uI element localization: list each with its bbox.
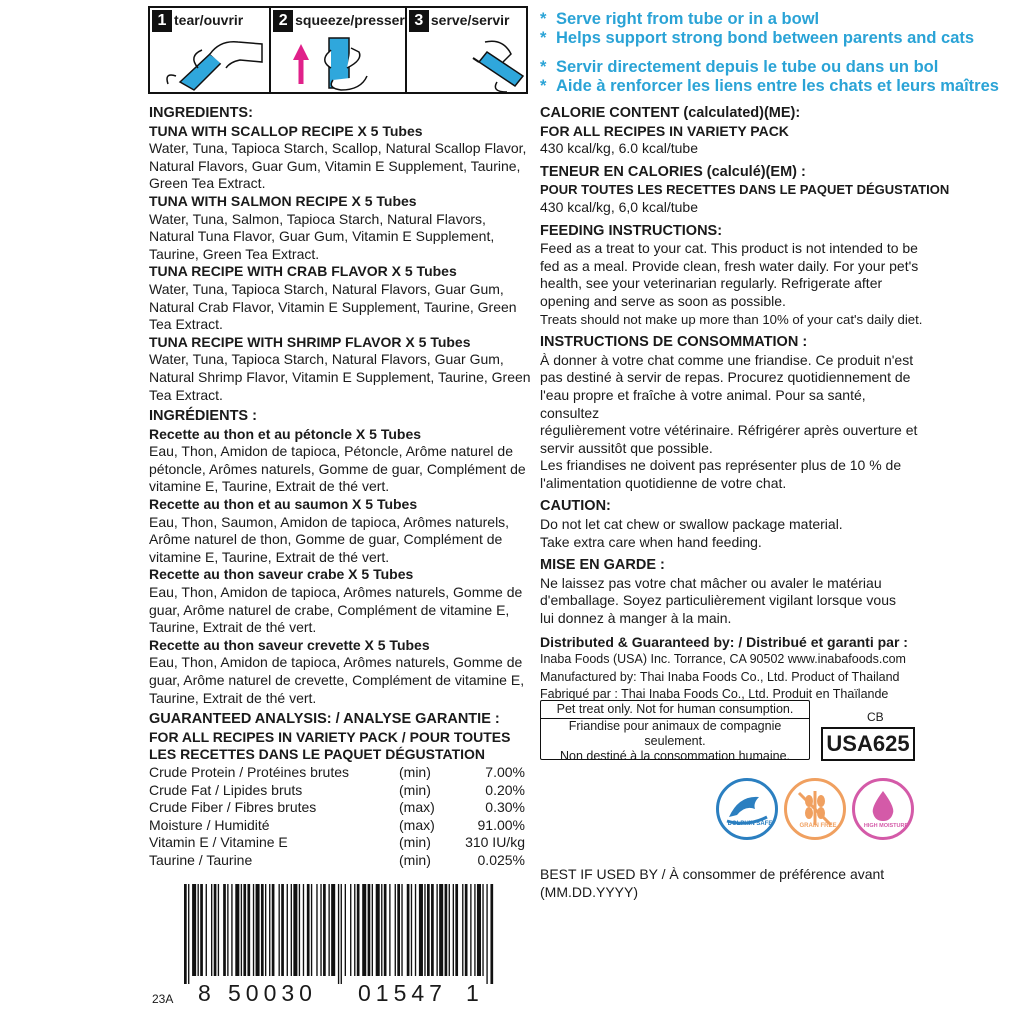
barcode-bar <box>316 884 317 976</box>
dolphin-safe-badge <box>716 778 778 840</box>
calorie-subheading: FOR ALL RECIPES IN VARIETY PACK <box>540 122 789 139</box>
recipe-line: vitamine E, Taurine, Extrait de thé vert. <box>149 478 390 495</box>
barcode-bar <box>384 884 387 976</box>
barcode-bar <box>427 884 430 976</box>
left-column <box>149 105 531 870</box>
feeding-line: l'alimentation quotidienne de votre chat. <box>540 474 787 491</box>
calorie-value: 430 kcal/kg, 6.0 kcal/tube <box>540 140 698 157</box>
barcode-bar <box>279 884 280 976</box>
barcode-bar <box>227 884 228 976</box>
recipe-block <box>149 637 531 707</box>
barcode-bar <box>211 884 212 976</box>
step-number: 3 <box>409 10 429 32</box>
recipe-line: Tea Extract. <box>149 386 223 403</box>
recipe-block <box>149 263 531 333</box>
badge-label: DOLPHIN SAFE <box>727 821 773 827</box>
recipe-line: Eau, Thon, Amidon de tapioca, Pétoncle, Arôme naturel de <box>149 443 513 460</box>
barcode-bar <box>345 884 346 976</box>
barcode-bar <box>291 884 292 976</box>
barcode-bar <box>214 884 217 976</box>
barcode-bar <box>354 884 355 976</box>
barcode-bar <box>453 884 454 976</box>
lot-code: 23A <box>152 992 174 1006</box>
barcode-bar <box>477 884 481 976</box>
barcode-bar <box>362 884 366 976</box>
feeding-heading: FEEDING INSTRUCTIONS: <box>540 222 723 239</box>
ingredients-heading-fr: INGRÉDIENTS : <box>149 408 257 425</box>
manufacturer-line: Manufactured by: Thai Inaba Foods Co., Ltd. Product of Thailand <box>540 669 900 684</box>
barcode-bar <box>331 884 335 976</box>
barcode-bar <box>247 884 250 976</box>
table-row: Crude Protein / Protéines brutes (min) 7.00% <box>149 763 525 780</box>
barcode-bar <box>307 884 310 976</box>
barcode-bar <box>411 884 412 976</box>
barcode-bar <box>256 884 260 976</box>
recipe-line: Arôme naturel de thon, Gomme de guar, Complément de <box>149 531 503 548</box>
serve-tube-icon <box>407 32 531 92</box>
analysis-subheading: FOR ALL RECIPES IN VARIETY PACK / POUR TOUTES <box>149 728 511 745</box>
barcode-bar <box>439 884 443 976</box>
best-by-line: BEST IF USED BY / À consommer de préférence avant <box>540 866 885 882</box>
feeding-line: À donner à votre chat comme une friandise. Ce produit n'est <box>540 351 914 368</box>
recipe-line: Natural Flavors, Guar Gum, Vitamin E Supplement, Taurine, <box>149 157 521 174</box>
recipe-line: Water, Tuna, Tapioca Starch, Natural Flavors, Guar Gum, <box>149 351 504 368</box>
right-column <box>540 105 950 704</box>
recipe-line: Green Tea Extract. <box>149 175 266 192</box>
badge-label: HIGH MOISTURE <box>863 823 909 829</box>
barcode-bar <box>407 884 410 976</box>
dolphin-safe-icon <box>719 781 775 837</box>
benefit-bullets-fr <box>540 58 999 96</box>
barcode-bar <box>419 884 423 976</box>
caution-line: Take extra care when hand feeding. <box>540 533 762 550</box>
barcode-bar <box>243 884 246 976</box>
recipe-block <box>149 566 531 636</box>
barcode-bar <box>357 884 360 976</box>
bullet-item: * Helps support strong bond between parents and cats <box>540 29 975 47</box>
barcode-bar <box>490 884 493 984</box>
feeding-heading-fr: INSTRUCTIONS DE CONSOMMATION : <box>540 334 808 351</box>
barcode-bar <box>218 884 219 976</box>
analysis-heading: GUARANTEED ANALYSIS: / ANALYSE GARANTIE : <box>149 711 500 728</box>
recipe-line: Water, Tuna, Tapioca Starch, Scallop, Natural Scallop Flavor, <box>149 140 527 157</box>
table-row: Crude Fat / Lipides bruts (min) 0.20% <box>149 781 525 798</box>
recipe-line: Water, Tuna, Tapioca Starch, Natural Flavors, Guar Gum, <box>149 280 504 297</box>
recipe-name: TUNA WITH SALMON RECIPE X 5 Tubes <box>149 192 417 209</box>
barcode-bar <box>401 884 402 976</box>
bullet-item: * Aide à renforcer les liens entre les chats et leurs maîtres <box>540 77 999 95</box>
recipe-name: Recette au thon et au saumon X 5 Tubes <box>149 496 418 513</box>
caution-line: d'emballage. Soyez particulièrement vigilant lorsque vous <box>540 592 896 609</box>
barcode-digits-left: 50030 <box>228 980 317 1006</box>
calorie-subheading-fr: POUR TOUTES LES RECETTES DANS LE PAQUET DÉGUSTATION <box>540 182 950 198</box>
barcode-bar <box>281 884 284 976</box>
grain-free-badge <box>784 778 846 840</box>
notice-line-fr: Non destiné à la consommation humaine. <box>560 749 790 763</box>
notice-line-fr: Friandise pour animaux de compagnie seulement. <box>568 719 782 748</box>
feeding-line: opening and serve as soon as possible. <box>540 292 786 309</box>
barcode-bar <box>338 884 339 984</box>
recipe-line: Natural Shrimp Flavor, Vitamin E Supplement, Taurine, Green <box>149 368 531 385</box>
calorie-heading-fr: TENEUR EN CALORIES (calculé)(EM) : <box>540 163 806 180</box>
barcode-bar <box>299 884 300 976</box>
step-number: 1 <box>152 10 172 32</box>
barcode-bar <box>323 884 326 976</box>
barcode-bar <box>424 884 425 976</box>
barcode-bar <box>436 884 437 976</box>
barcode-bar <box>415 884 416 976</box>
barcode-bar <box>200 884 203 976</box>
step-number: 2 <box>273 10 293 32</box>
recipe-block <box>149 496 531 566</box>
guaranteed-analysis <box>149 711 531 869</box>
bullet-item: * Servir directement depuis le tube ou dans un bol <box>540 58 939 76</box>
recipe-name: TUNA WITH SCALLOP RECIPE X 5 Tubes <box>149 122 423 139</box>
distributor-line: Inaba Foods (USA) Inc. Torrance, CA 90502 www.inabafoods.com <box>540 652 906 667</box>
barcode-bar <box>188 884 189 984</box>
recipe-line: guar, Arôme naturel de crabe, Complément de vitamine E, <box>149 601 510 618</box>
feeding-line: l'eau propre et fraîche à votre animal. Pour sa santé, consultez <box>540 386 866 421</box>
distributed-heading: Distributed & Guaranteed by: / Distribué et garanti par : <box>540 633 908 650</box>
caution-heading: CAUTION: <box>540 498 611 515</box>
recipe-block <box>149 334 531 404</box>
recipe-name: Recette au thon saveur crevette X 5 Tubes <box>149 636 430 653</box>
barcode-bar <box>368 884 371 976</box>
barcode-bar <box>389 884 390 976</box>
barcode-bar <box>293 884 297 976</box>
recipe-block <box>149 123 531 193</box>
table-row: Vitamin E / Vitamine E (min) 310 IU/kg <box>149 834 525 851</box>
recipe-line: Water, Tuna, Salmon, Tapioca Starch, Natural Flavors, <box>149 210 486 227</box>
recipe-name: TUNA RECIPE WITH SHRIMP FLAVOR X 5 Tubes <box>149 333 471 350</box>
barcode-bar <box>231 884 232 976</box>
recipe-line: Natural Crab Flavor, Vitamin E Supplement, Taurine, Green <box>149 298 517 315</box>
barcode-bar <box>350 884 351 976</box>
barcode-bar <box>455 884 458 976</box>
barcode-bar <box>206 884 207 976</box>
barcode-bar <box>465 884 468 976</box>
recipe-block <box>149 426 531 496</box>
recipe-line: Taurine, Extrait de thé vert. <box>149 619 317 636</box>
calorie-value-fr: 430 kcal/kg, 6,0 kcal/tube <box>540 198 698 215</box>
table-row: Moisture / Humidité (max) 91.00% <box>149 816 525 833</box>
recipe-line: Tea Extract. <box>149 316 223 333</box>
barcode-bar <box>311 884 312 976</box>
step-squeeze <box>271 8 407 92</box>
recipe-block <box>149 193 531 263</box>
feeding-line: servir aussitôt que possible. <box>540 439 713 456</box>
barcode-digit-check: 1 <box>466 980 479 1006</box>
barcode-digits-right: 01547 <box>358 980 447 1006</box>
best-by <box>540 866 884 901</box>
barcode-bar <box>328 884 329 976</box>
barcode-digit-lead: 8 <box>198 980 211 1006</box>
table-row: Taurine / Taurine (min) 0.025% <box>149 851 525 868</box>
barcode-bar <box>198 884 199 976</box>
feeding-line: health, see your veterinarian regularly. Refrigerate after <box>540 275 883 292</box>
barcode-bar <box>223 884 226 976</box>
recipe-line: Taurine, Green Tea Extract. <box>149 245 320 262</box>
barcode-bar <box>261 884 264 976</box>
barcode-bar <box>449 884 450 976</box>
barcode-bar <box>486 884 487 984</box>
barcode-bar <box>397 884 400 976</box>
barcode-bar <box>395 884 396 976</box>
barcode-bar <box>431 884 434 976</box>
barcode-bar <box>376 884 380 976</box>
caution-line: Do not let cat chew or swallow package material. <box>540 516 843 533</box>
badge-label: GRAIN FREE <box>799 823 837 829</box>
barcode-bar <box>341 884 342 984</box>
recipe-name: TUNA RECIPE WITH CRAB FLAVOR X 5 Tubes <box>149 263 457 280</box>
barcode-bar <box>372 884 373 976</box>
barcode-bar <box>381 884 382 976</box>
calorie-heading: CALORIE CONTENT (calculated)(ME): <box>540 105 801 121</box>
table-row: Crude Fiber / Fibres brutes (max) 0.30% <box>149 799 525 816</box>
caution-heading-fr: MISE EN GARDE : <box>540 557 665 574</box>
barcode-bar <box>470 884 471 976</box>
caution-line: lui donnez à manger à la main. <box>540 610 732 627</box>
recipe-name: Recette au thon saveur crabe X 5 Tubes <box>149 566 414 583</box>
recipe-line: Eau, Thon, Amidon de tapioca, Arômes naturels, Gomme de <box>149 584 523 601</box>
barcode-bar <box>462 884 463 976</box>
step-label: squeeze/presser <box>295 12 405 28</box>
barcode-bar <box>241 884 242 976</box>
barcode-bar <box>192 884 196 976</box>
notice-line-en: Pet treat only. Not for human consumption. <box>541 701 809 719</box>
feeding-line: fed as a meal. Provide clean, fresh water daily. For your pet's <box>540 257 919 274</box>
barcode-bar <box>320 884 321 976</box>
step-label: serve/servir <box>430 12 510 28</box>
barcode-bar <box>235 884 239 976</box>
barcode-bar <box>303 884 304 976</box>
analysis-subheading: LES RECETTES DANS LE PAQUET DÉGUSTATION <box>149 746 486 763</box>
step-serve <box>407 8 526 92</box>
barcode-bars <box>182 884 498 984</box>
best-by-format: (MM.DD.YYYY) <box>540 883 638 900</box>
step-label: tear/ouvrir <box>174 12 244 28</box>
cb-label: CB <box>867 710 884 724</box>
barcode-bar <box>269 884 270 976</box>
barcode-bar <box>184 884 187 984</box>
bullet-item: * Serve right from tube or in a bowl <box>540 10 820 28</box>
caution-line: Ne laissez pas votre chat mâcher ou avaler le matériau <box>540 574 882 591</box>
recipe-name: Recette au thon et au pétoncle X 5 Tubes <box>149 425 422 442</box>
recipe-line: Taurine, Extrait de thé vert. <box>149 689 317 706</box>
barcode-bar <box>253 884 254 976</box>
barcode-bar <box>445 884 448 976</box>
analysis-table <box>149 764 525 870</box>
benefit-bullets-en <box>540 10 974 48</box>
recipe-line: Eau, Thon, Saumon, Amidon de tapioca, Arômes naturels, <box>149 513 510 530</box>
barcode-bar <box>287 884 288 976</box>
ingredients-heading: INGREDIENTS: <box>149 105 253 121</box>
high-moisture-badge <box>852 778 914 840</box>
recipe-line: Eau, Thon, Amidon de tapioca, Arômes naturels, Gomme de <box>149 654 523 671</box>
tear-tube-icon <box>150 32 274 92</box>
recipe-line: pétoncle, Arômes naturels, Gomme de guar, Complément de <box>149 460 526 477</box>
feeding-line: pas destiné à servir de repas. Procurez quotidiennement de <box>540 369 911 386</box>
feeding-note: Treats should not make up more than 10% of your cat's daily diet. <box>540 311 923 327</box>
step-tear <box>150 8 271 92</box>
barcode-bar <box>482 884 483 976</box>
pet-treat-notice <box>540 700 810 763</box>
barcode-bar <box>474 884 475 976</box>
recipe-line: Natural Tuna Flavor, Guar Gum, Vitamin E Supplement, <box>149 228 495 245</box>
establishment-code: USA625 <box>821 727 915 761</box>
feeding-line: Les friandises ne doivent pas représenter plus de 10 % de <box>540 457 902 474</box>
barcode-bar <box>272 884 275 976</box>
recipe-line: vitamine E, Taurine, Extrait de thé vert. <box>149 548 390 565</box>
squeeze-tube-icon <box>271 32 395 92</box>
barcode-bar <box>265 884 266 976</box>
feeding-line: Feed as a treat to your cat. This product is not intended to be <box>540 240 918 257</box>
manufacturer-line-fr: Fabriqué par : Thai Inaba Foods Co., Ltd. Produit en Thaïlande <box>540 687 889 702</box>
feeding-line: régulièrement votre vétérinaire. Réfrigérer après ouverture et <box>540 422 918 439</box>
recipe-line: guar, Arôme naturel de crevette, Complément de vitamine E, <box>149 672 525 688</box>
instruction-steps <box>148 6 528 94</box>
